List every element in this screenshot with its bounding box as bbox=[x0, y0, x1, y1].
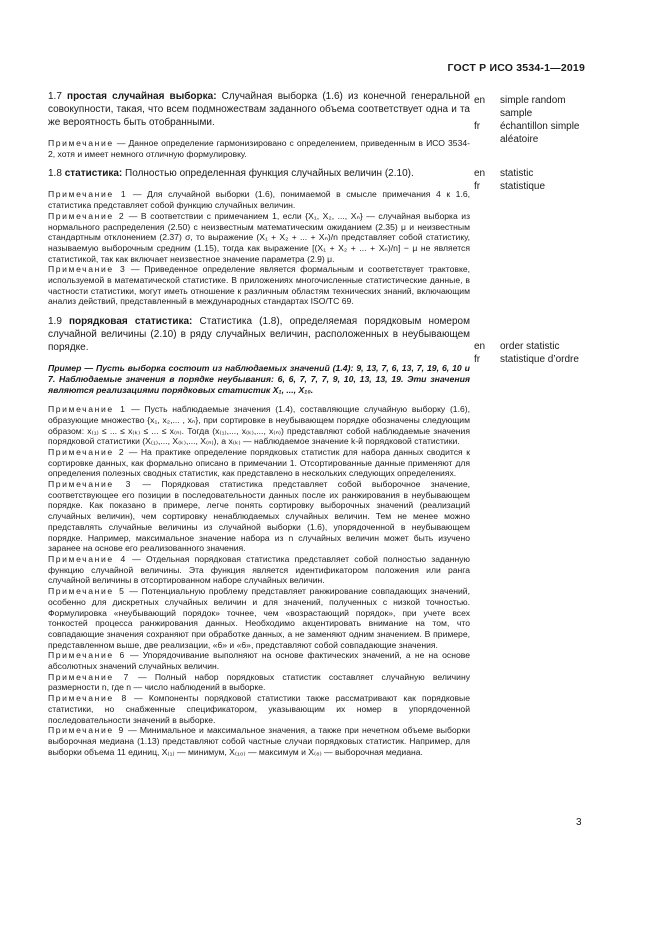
side-row bbox=[474, 353, 594, 366]
side-term: échantillon simple aléatoire bbox=[500, 121, 580, 145]
note bbox=[48, 447, 470, 479]
lang-code: en bbox=[474, 341, 486, 352]
note bbox=[48, 211, 470, 265]
note-label: Примечание 2 bbox=[48, 210, 126, 221]
clause-number: 1.8 bbox=[48, 168, 62, 180]
note-text: — Порядковая статистика представляет собой выборочное значение, соответствующее его позиции в последовательности данных после их ранжирования в неубывающем порядке. Как показано в примере, легче понять сортировку выборочных значений (реализаций случайных величин), чем сортировку ненаблюдаемых случайных величин. Тем не менее можно представлять случайные величины из случайной выборки (1.6), упорядоченной в неубывающем порядке. Например, максимальное значение набора из n случайных величин может быть изучено заранее на основе его реализованного значения. bbox=[48, 479, 470, 554]
document-body bbox=[48, 90, 470, 757]
definition-1-8 bbox=[48, 167, 470, 180]
lang-code: en bbox=[474, 168, 486, 179]
side-term: statistic bbox=[500, 168, 534, 179]
note-text: — Приведенное определение является формальным и соответствует трактовке, используемой в математической статистике. В приложениях многочисленные статистические данные, в частности статистики, могут иметь отношение к различным областям технических знаний, включающим анализ действий, представленный в международных стандартах ISO/TC 69. bbox=[48, 264, 470, 307]
side-row bbox=[474, 120, 594, 146]
note-label: Примечание 6 bbox=[48, 650, 126, 661]
side-row bbox=[474, 180, 594, 193]
note-text: — На практике определение порядковых статистик для набора данных сводится к сортировке данных, как формально описано в примечании 1. Отсортированные данные применяют для определения полезных сводных статистик, как представлено в нескольких следующих определениях. bbox=[48, 446, 470, 479]
note bbox=[48, 672, 470, 693]
clause-number: 1.9 bbox=[48, 316, 62, 328]
note bbox=[48, 693, 470, 725]
lang-code: fr bbox=[474, 181, 481, 192]
example: Пример — Пусть выборка состоит из наблюдаемых значений (1.4): 9, 13, 7, 6, 13, 7, 19, 6, 10 и 7. Наблюдаемые значения в порядке неубывания: 6, 6, 7, 7, 7, 9, 10, 13, 13, 19. Эти значения являются реализациями порядковых статистик X₁, ..., X₁₀. bbox=[48, 363, 470, 396]
note bbox=[48, 479, 470, 554]
side-row bbox=[474, 94, 594, 120]
note-text: — Пусть наблюдаемые значения (1.4), составляющие случайную выборку (1.6), образующие множество {x₁, x₂,... , xₙ}, при сортировке в неубывающем порядке обозначены следующим образом: x₍₁₎ ≤ ... ≤ x₍ₖ₎ ≤ ... ≤ x₍ₙ₎. Тогда (x₍₁₎,..., x₍ₖ₎,..., x₍ₙ₎) представляют собой наблюдаемые значения порядковой статистики (X₍₁₎,..., X₍ₖ₎,..., X₍ₙ₎), а x₍ₖ₎ — наблюдаемое значение k-й порядковой статистики. bbox=[48, 404, 471, 447]
definition-text: Случайная выборка (1.6) из конечной генеральной совокупности, такая, что всем подмножествам заданного объема соответствует одна и та же вероятность быть отобранными. bbox=[48, 91, 471, 128]
note-text: — Полный набор порядковых статистик составляет случайную величину размерности n, где n — число наблюдений в выборке. bbox=[48, 671, 470, 693]
note-label: Примечание 1 bbox=[48, 189, 128, 200]
side-term: statistique d’ordre bbox=[500, 354, 579, 365]
definition-1-7 bbox=[48, 90, 470, 129]
note-text: — Данное определение гармонизировано с определением, приведенным в ИСО 3534-2, хотя и имеет немного отличную формулировку. bbox=[48, 138, 470, 159]
note bbox=[48, 404, 470, 447]
side-row bbox=[474, 340, 594, 353]
note-text: — Компоненты порядковой статистики также рассматривают как порядковые статистики, но снабженные спецификатором, указывающим их номер в упорядоченной последовательности значений в выборке. bbox=[48, 693, 470, 725]
note-text: — В соответствии с примечанием 1, если {X₁, X₂, ..., Xₙ} — случайная выборка из нормального распределения (2.50) с неизвестным математическим ожиданием (2.35) μ и неизвестным стандартным отклонением (2.37) σ, то выражение (X₁ + X₂ + ... + Xₙ)/n представляет собой статистику, называемую выборочным средним (1.15), тогда как выражение [(X₁ + X₂ + ... + Xₙ)/n] − μ не является статистикой, так как включает неизвестное значение параметра (2.9) μ. bbox=[48, 210, 471, 264]
term-title: порядковая статистика: bbox=[69, 316, 193, 328]
side-row bbox=[474, 167, 594, 180]
note bbox=[48, 554, 470, 586]
note bbox=[48, 650, 470, 671]
note-label: Примечание 5 bbox=[48, 586, 126, 597]
note bbox=[48, 725, 470, 757]
lang-code: en bbox=[474, 95, 486, 106]
definition-text: Полностью определенная функция случайных величин (2.10). bbox=[125, 168, 414, 180]
note bbox=[48, 264, 470, 307]
term-title: статистика: bbox=[64, 168, 123, 180]
note-text: — Упорядочивание выполняют на основе фактических значений, а не на основе абсолютных значений случайных величин. bbox=[48, 650, 470, 672]
note-label: Примечание 3 bbox=[48, 264, 127, 275]
side-terms-1-7 bbox=[474, 94, 594, 146]
side-term: simple random sample bbox=[500, 95, 566, 119]
note bbox=[48, 586, 470, 650]
note-label: Примечание 7 bbox=[48, 671, 130, 682]
note-label: Примечание 9 bbox=[48, 725, 125, 736]
note-text: — Отдельная порядковая статистика представляет собой полностью заданную функцию случайной величины. Эта функция является идентификатором положения или ранга случайной величины в отсортированном наборе случайных величин. bbox=[48, 553, 471, 586]
side-terms-1-9 bbox=[474, 340, 594, 366]
definition-1-9 bbox=[48, 315, 470, 354]
side-terms-1-8 bbox=[474, 167, 594, 193]
note-label: Примечание bbox=[48, 138, 114, 148]
clause-number: 1.7 bbox=[48, 91, 62, 102]
note-label: Примечание 2 bbox=[48, 446, 126, 457]
side-term: order statistic bbox=[500, 341, 560, 352]
note-text: — Потенциальную проблему представляет ранжирование совпадающих значений, особенно для дискретных случайных величин и для значений, полученных с низкой точностью. Формулировка «неубывающий порядок» точнее, чем «возрастающий порядок», при учете всех тонкостей процесса ранжирования данных. Необходимо акцентировать внимание на том, что совпадающие значения сохраняют при обработке данных, а не заменяют одним значением. В примере, представленном выше, две реализации, «6» и «6», представляют собой совпадающие значения. bbox=[48, 586, 470, 650]
note-label: Примечание 8 bbox=[48, 693, 128, 704]
definition-text: Статистика (1.8), определяемая порядковым номером случайной величины (2.10) в ряду случайных величин, расположенных в неубывающем порядке. bbox=[48, 316, 470, 354]
note-text: — Минимальное и максимальное значения, а также при нечетном объеме выборки выборочная медиана (1.13) представляют собой частные случаи порядковых статистик. Например, для выборки объема 11 единиц, X₍₁₎ — минимум, X₍₁₀₎ — максимум и X₍₆₎ — выборочная медиана. bbox=[48, 725, 471, 757]
side-term: statistique bbox=[500, 181, 546, 192]
lang-code: fr bbox=[474, 354, 481, 365]
lang-code: fr bbox=[474, 121, 481, 132]
page-number: 3 bbox=[576, 817, 582, 828]
note-label: Примечание 1 bbox=[48, 404, 127, 415]
note-label: Примечание 3 bbox=[48, 479, 133, 490]
note bbox=[48, 189, 470, 210]
note bbox=[48, 138, 470, 159]
note-text: — Для случайной выборки (1.6), понимаемой в смысле примечания 4 к 1.6, статистика представляет собой функцию случайных величин. bbox=[48, 189, 470, 211]
term-title: простая случайная выборка: bbox=[67, 91, 217, 102]
document-header: ГОСТ Р ИСО 3534-1—2019 bbox=[447, 62, 585, 74]
note-label: Примечание 4 bbox=[48, 553, 127, 564]
